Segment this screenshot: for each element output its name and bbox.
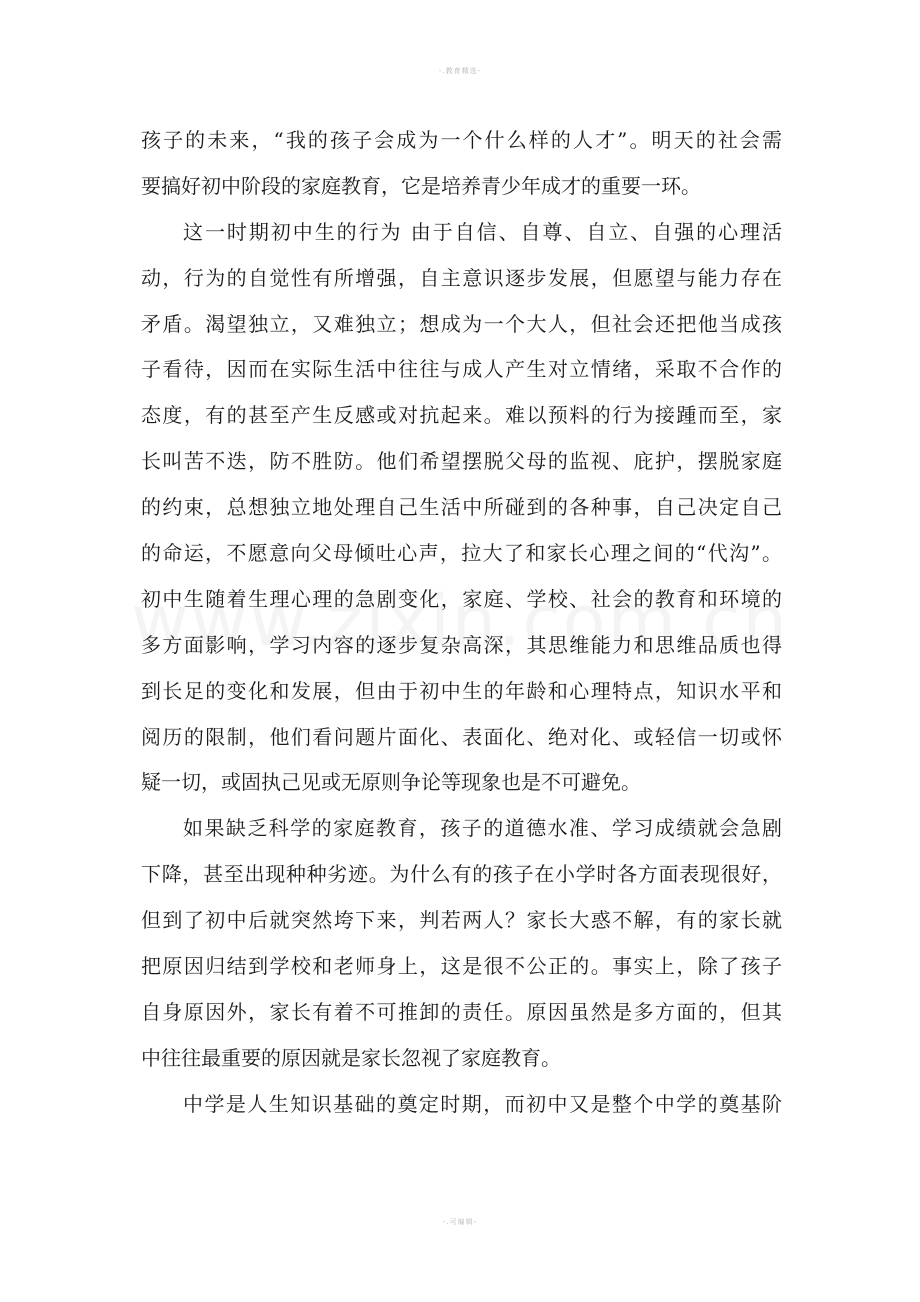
text-line: 如果缺乏科学的家庭教育，孩子的道德水准、学习成绩就会急剧 bbox=[183, 816, 782, 841]
text-line: 子看待，因而在实际生活中往往与成人产生对立情绪，采取不合作的 bbox=[141, 357, 782, 382]
page-footer: -.可编辑- bbox=[442, 1218, 478, 1226]
text-line: 把原因归结到学校和老师身上，这是很不公正的。事实上，除了孩子 bbox=[141, 954, 782, 979]
text-line: 中学是人生知识基础的奠定时期，而初中又是整个中学的奠基阶 bbox=[183, 1091, 782, 1116]
text-line: 多方面影响，学习内容的逐步复杂高深，其思维能力和思维品质也得 bbox=[141, 632, 782, 657]
text-line: 下降，甚至出现种种劣迹。为什么有的孩子在小学时各方面表现很好， bbox=[141, 862, 782, 887]
text-line: 态度，有的甚至产生反感或对抗起来。难以预料的行为接踵而至，家 bbox=[141, 403, 782, 428]
document-body bbox=[141, 118, 782, 1128]
paragraph bbox=[141, 1082, 782, 1128]
text-line: 动，行为的自觉性有所增强，自主意识逐步发展，但愿望与能力存在 bbox=[141, 265, 782, 290]
paragraph bbox=[141, 118, 782, 210]
text-line: 的命运，不愿意向父母倾吐心声，拉大了和家长心理之间的“代沟”。 bbox=[141, 541, 782, 566]
text-line: 这一时期初中生的行为 由于自信、自尊、自立、自强的心理活 bbox=[183, 219, 782, 244]
paragraph bbox=[141, 210, 782, 807]
text-line: 矛盾。渴望独立，又难独立；想成为一个大人，但社会还把他当成孩 bbox=[141, 311, 782, 336]
text-line: 疑一切，或固执己见或无原则争论等现象也是不可避免。 bbox=[141, 770, 641, 795]
text-line: 自身原因外，家长有着不可推卸的责任。原因虽然是多方面的，但其 bbox=[141, 999, 782, 1024]
text-line: 到长足的变化和发展，但由于初中生的年龄和心理特点，知识水平和 bbox=[141, 678, 782, 703]
text-line: 阅历的限制，他们看问题片面化、表面化、绝对化、或轻信一切或怀 bbox=[141, 724, 782, 749]
text-line: 长叫苦不迭，防不胜防。他们希望摆脱父母的监视、庇护，摆脱家庭 bbox=[141, 449, 782, 474]
text-line: 孩子的未来，“我的孩子会成为一个什么样的人才”。明天的社会需 bbox=[141, 128, 782, 152]
text-line: 但到了初中后就突然垮下来，判若两人？家长大惑不解，有的家长就 bbox=[141, 908, 782, 933]
page-header: -.教育精选- bbox=[438, 67, 482, 75]
paragraph bbox=[141, 806, 782, 1081]
text-line: 中往往最重要的原因就是家长忽视了家庭教育。 bbox=[141, 1045, 561, 1070]
text-line: 的约束，总想独立地处理自己生活中所碰到的各种事，自己决定自己 bbox=[141, 495, 782, 520]
text-line: 初中生随着生理心理的急剧变化，家庭、学校、社会的教育和环境的 bbox=[141, 586, 782, 611]
text-line: 要搞好初中阶段的家庭教育，它是培养青少年成才的重要一环。 bbox=[141, 173, 701, 198]
